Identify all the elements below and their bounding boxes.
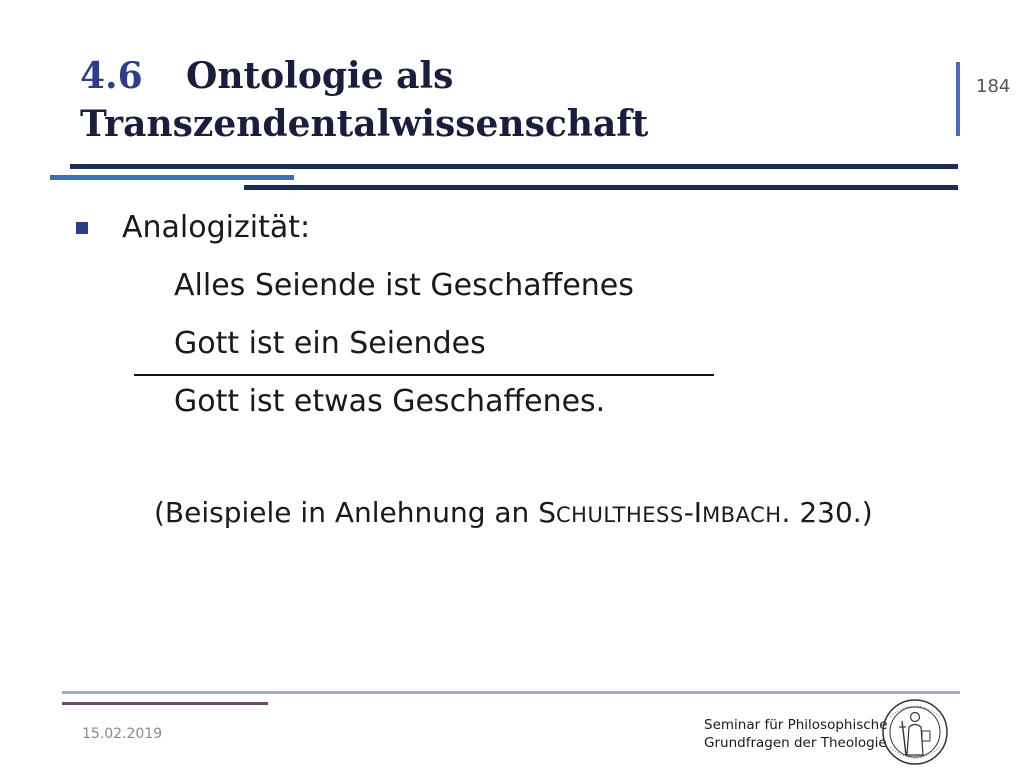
- header-rule-bottom: [244, 185, 958, 190]
- bullet-heading: Analogizität:: [122, 210, 311, 245]
- title-line1: Ontologie als: [186, 55, 454, 97]
- university-seal-icon: [880, 697, 950, 767]
- footer-rule-accent: [62, 702, 268, 705]
- header-rule-accent: [50, 175, 294, 180]
- footer-date: 15.02.2019: [82, 726, 163, 742]
- header-rule-top: [70, 164, 958, 169]
- title-line2: Transzendentalwissenschaft: [80, 103, 649, 145]
- title-number: 4.6: [80, 55, 143, 97]
- slide-title: [80, 52, 940, 148]
- premise-major: Alles Seiende ist Geschaffenes: [174, 268, 634, 303]
- citation-suffix: . 230.): [781, 496, 873, 529]
- citation-name-i-cap: I: [693, 496, 703, 529]
- page-number-divider: [956, 62, 960, 136]
- citation-name-s-cap: S: [538, 496, 556, 529]
- seminar-line1: Seminar für Philosophische: [704, 717, 888, 733]
- citation-name-i-rest: MBACH: [702, 503, 782, 527]
- syllogism-rule: [134, 374, 714, 376]
- citation-prefix: (Beispiele in Anlehnung an: [154, 496, 539, 529]
- premise-minor: Gott ist ein Seiendes: [174, 326, 486, 361]
- conclusion: Gott ist etwas Geschaffenes.: [174, 384, 606, 419]
- citation-name-s-rest: CHULTHESS: [556, 503, 684, 527]
- seminar-line2: Grundfragen der Theologie: [704, 735, 887, 751]
- square-bullet-icon: [76, 222, 88, 234]
- citation-hyphen: -: [683, 496, 694, 529]
- footer-rule: [62, 691, 960, 694]
- citation: [154, 496, 873, 529]
- page-number: 184: [976, 76, 1011, 97]
- footer-seminar: [704, 716, 888, 752]
